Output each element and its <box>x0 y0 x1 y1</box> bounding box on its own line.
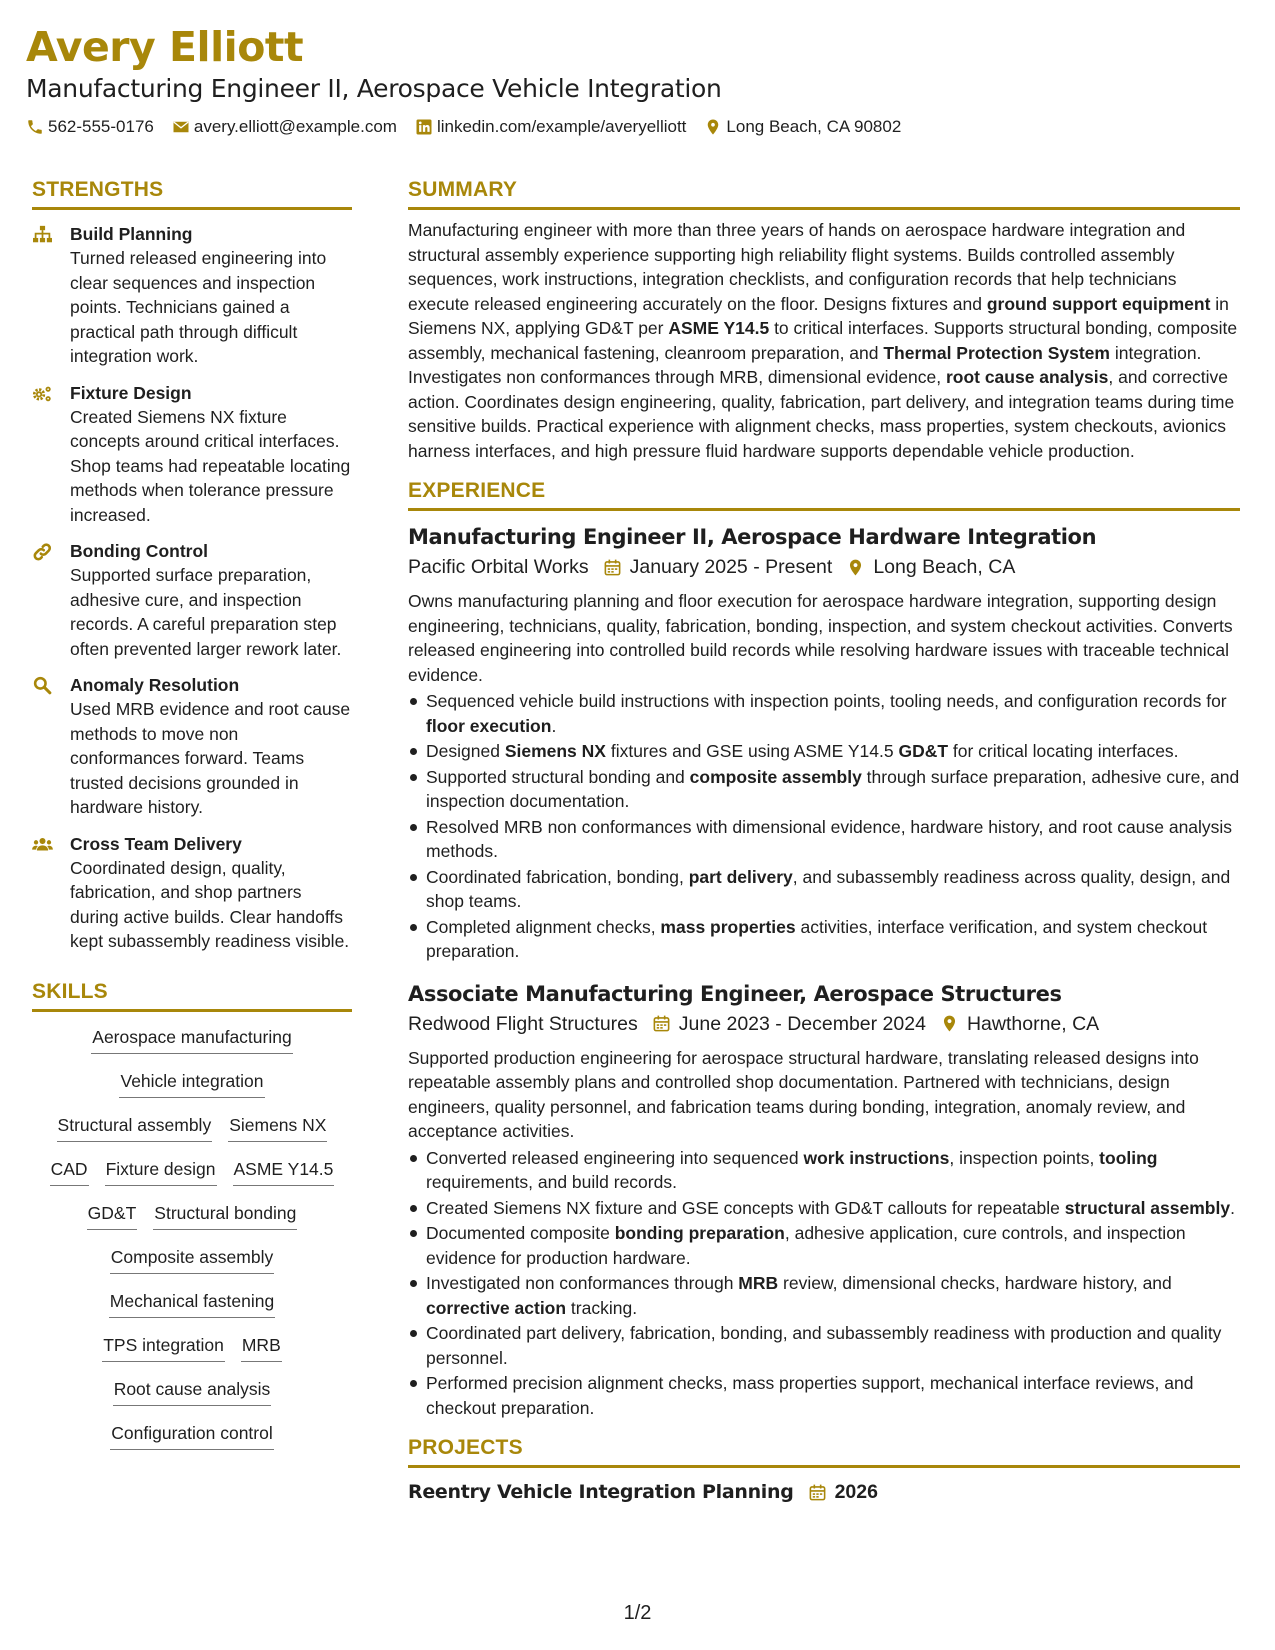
strength-desc: Used MRB evidence and root cause methods to move non conformances forward. Teams trusted decisions grounded in hardware history. <box>70 699 351 817</box>
bullet-item <box>408 915 1240 964</box>
contact-phone[interactable] <box>26 116 154 138</box>
emphasis-text: floor execution <box>426 715 552 736</box>
contact-linkedin[interactable] <box>415 116 686 138</box>
text-run: . <box>551 715 557 736</box>
strength-title: Fixture Design <box>70 382 192 403</box>
skills-list <box>32 1024 352 1450</box>
emphasis-text: mass properties <box>660 916 796 937</box>
bullet-item <box>408 865 1240 914</box>
skill-row <box>36 1332 348 1362</box>
skill-tag: Root cause analysis <box>113 1376 272 1406</box>
skill-tag: Fixture design <box>105 1156 217 1186</box>
summary-heading: SUMMARY <box>408 176 1240 210</box>
emphasis-text: work instructions <box>803 1147 950 1168</box>
skill-row <box>36 1068 348 1098</box>
text-run: through surface preparation, adhesive cure, and inspection documentation. <box>426 766 1240 811</box>
candidate-name: Avery Elliott <box>26 23 304 71</box>
text-run: fixtures and GSE using ASME Y14.5 <box>605 741 899 761</box>
job-dates: January 2025 - Present <box>629 556 833 578</box>
text-run: , inspection points, <box>949 1147 1100 1168</box>
text-run: in Siemens NX, applying GD&T per <box>408 293 1229 338</box>
right-column <box>408 176 1240 1506</box>
text-run: Created Siemens NX fixture and GSE concepts with GD&T callouts for repeatable <box>426 1197 1065 1218</box>
page-number: 1/2 <box>623 1602 652 1624</box>
linkedin-icon <box>415 118 433 136</box>
emphasis-text: GD&T <box>898 741 949 761</box>
skill-tag: CAD <box>50 1156 89 1186</box>
experience-heading: EXPERIENCE <box>408 477 1240 511</box>
skill-row <box>36 1112 348 1142</box>
bullet-item <box>408 1371 1240 1420</box>
project-title: Reentry Vehicle Integration Planning <box>408 1481 794 1503</box>
strength-desc: Turned released engineering into clear sequences and inspection points. Technicians gained a practical path through difficult integration work. <box>70 248 327 366</box>
sitemap-icon <box>32 225 53 244</box>
left-column <box>32 176 352 1464</box>
text-run: . <box>1230 1197 1235 1218</box>
summary-text <box>408 218 1240 463</box>
skill-tag: Composite assembly <box>110 1244 274 1274</box>
job-description: Supported production engineering for aerospace structural hardware, translating released designs into repeatable assembly plans and controlled shop documentation. Partnered with technicians, design engineers, quality personnel, and fabrication teams during bonding, integration, anomaly review, and acceptance activities. <box>408 1047 1199 1141</box>
strength-item <box>32 673 352 820</box>
linkedin-text: linkedin.com/example/averyelliott <box>436 117 687 136</box>
resume-header <box>26 22 1246 138</box>
phone-text: 562-555-0176 <box>48 117 154 136</box>
emphasis-text: tooling <box>1099 1147 1158 1168</box>
skills-heading: SKILLS <box>32 978 352 1012</box>
job-bullets <box>408 1146 1240 1421</box>
text-run: for critical locating interfaces. <box>948 741 1179 761</box>
strength-desc: Created Siemens NX fixture concepts around critical interfaces. Shop teams had repeatable locating methods when tolerance pressure increased. <box>70 406 351 525</box>
contact-bar <box>26 116 1246 138</box>
text-run: Coordinated fabrication, bonding, <box>426 866 689 887</box>
map-pin-icon <box>704 118 722 136</box>
emphasis-text: bonding preparation <box>614 1223 785 1243</box>
strength-item <box>32 381 352 528</box>
contact-location <box>704 116 901 138</box>
calendar-icon <box>808 1483 827 1502</box>
emphasis-text: ASME Y14.5 <box>668 318 770 338</box>
emphasis-text: composite assembly <box>689 766 862 787</box>
text-run: Converted released engineering into sequenced <box>426 1147 804 1168</box>
strength-item <box>32 539 352 661</box>
skill-row <box>36 1024 348 1054</box>
strength-title: Cross Team Delivery <box>70 833 242 854</box>
emphasis-text: Thermal Protection System <box>883 342 1110 363</box>
gears-icon <box>32 384 53 403</box>
emphasis-text: corrective action <box>426 1297 567 1318</box>
text-run: Coordinated part delivery, fabrication, bonding, and subassembly readiness with production and quality personnel. <box>426 1323 1222 1368</box>
text-run: , adhesive application, cure controls, and inspection evidence for production hardware. <box>426 1223 1186 1268</box>
bullet-item <box>408 765 1240 814</box>
strength-item <box>32 222 352 369</box>
candidate-title: Manufacturing Engineer II, Aerospace Vehicle Integration <box>26 74 722 103</box>
skill-tag: Structural bonding <box>153 1200 297 1230</box>
company-name: Redwood Flight Structures <box>408 1012 638 1035</box>
skill-tag: Siemens NX <box>228 1112 327 1142</box>
skill-tag: GD&T <box>87 1200 138 1230</box>
emphasis-text: structural assembly <box>1064 1197 1231 1218</box>
text-run: Designed <box>426 741 505 761</box>
text-run: , and corrective action. Coordinates design engineering, quality, fabrication, part delivery, and integration teams during time sensitive builds. Practical experience with alignment checks, mass properties, system checkouts, avionics harness interfaces, and high pressure fluid hardware supports dependable vehicle production. <box>408 367 1235 461</box>
skill-row <box>36 1156 348 1186</box>
project-item <box>408 1478 1240 1506</box>
job-entry <box>408 523 1240 964</box>
job-location: Long Beach, CA <box>873 556 1016 578</box>
strength-title: Anomaly Resolution <box>70 675 240 695</box>
strength-desc: Supported surface preparation, adhesive cure, and inspection records. A careful preparation step often prevented larger rework later. <box>70 565 342 659</box>
job-meta <box>408 553 1240 581</box>
text-run: Resolved MRB non conformances with dimensional evidence, hardware history, and root cause analysis methods. <box>426 816 1233 861</box>
bullet-item <box>408 1271 1240 1320</box>
skill-tag: MRB <box>241 1332 282 1362</box>
text-run: integration. Investigates non conformances through MRB, dimensional evidence, <box>408 342 1202 387</box>
calendar-icon <box>652 1014 671 1033</box>
job-title: Associate Manufacturing Engineer, Aerospace Structures <box>408 981 1062 1006</box>
emphasis-text: part delivery <box>688 866 793 887</box>
text-run: Documented composite <box>426 1223 615 1243</box>
contact-email[interactable] <box>172 116 397 138</box>
envelope-icon <box>172 118 190 136</box>
text-run: to critical interfaces. Supports structural bonding, composite assembly, mechanical fastening, cleanroom preparation, and <box>408 318 1238 363</box>
text-run: Completed alignment checks, <box>426 916 661 937</box>
project-year: 2026 <box>834 1481 878 1503</box>
skill-tag: Vehicle integration <box>119 1068 264 1098</box>
emphasis-text: MRB <box>738 1273 779 1293</box>
job-description: Owns manufacturing planning and floor execution for aerospace hardware integration, supporting design engineering, technicians, quality, fabrication, bonding, inspection, and system checkout activities. Converts released engineering into controlled build records while resolving hardware issues with traceable technical evidence. <box>408 591 1233 685</box>
text-run: requirements, and build records. <box>426 1172 677 1192</box>
text-run: activities, interface verification, and system checkout preparation. <box>426 916 1208 961</box>
skill-tag: Configuration control <box>110 1420 273 1450</box>
bullet-item <box>408 739 1240 764</box>
strength-item <box>32 832 352 954</box>
skill-tag: ASME Y14.5 <box>233 1156 335 1186</box>
job-bullets <box>408 689 1240 964</box>
text-run: Investigated non conformances through <box>426 1273 739 1293</box>
text-run: Sequenced vehicle build instructions with inspection points, tooling needs, and configuration records for <box>426 691 1227 711</box>
strength-desc: Coordinated design, quality, fabrication, and shop partners during active builds. Clear handoffs kept subassembly readiness visible. <box>70 857 350 951</box>
bullet-item <box>408 1221 1240 1270</box>
skill-tag: Mechanical fastening <box>109 1288 275 1318</box>
skill-row <box>36 1200 348 1230</box>
job-dates: June 2023 - December 2024 <box>678 1012 926 1035</box>
skill-tag: Aerospace manufacturing <box>91 1024 292 1054</box>
calendar-icon <box>603 558 622 577</box>
skill-tag: Structural assembly <box>57 1112 213 1142</box>
job-title: Manufacturing Engineer II, Aerospace Hardware Integration <box>408 525 1097 549</box>
text-run: tracking. <box>566 1297 638 1318</box>
emphasis-text: root cause analysis <box>945 367 1109 387</box>
bullet-item <box>408 1146 1240 1195</box>
bullet-item <box>408 689 1240 738</box>
users-icon <box>32 835 53 854</box>
job-entry <box>408 980 1240 1421</box>
job-location: Hawthorne, CA <box>966 1012 1100 1035</box>
company-name: Pacific Orbital Works <box>408 556 589 578</box>
text-run: , and subassembly readiness across quality, design, and shop teams. <box>426 866 1231 911</box>
skill-row <box>36 1288 348 1318</box>
emphasis-text: ground support equipment <box>986 293 1211 314</box>
skill-row <box>36 1244 348 1274</box>
text-run: Manufacturing engineer with more than three years of hands on aerospace hardware integration and structural assembly experience supporting high reliability flight systems. Builds controlled assembly sequences, work instructions, integration checklists, and configuration records that help technicians execute released engineering accurately on the floor. Designs fixtures and <box>408 220 1186 314</box>
experience-list <box>408 523 1240 1420</box>
link-icon <box>32 542 53 561</box>
bullet-item <box>408 1321 1240 1370</box>
map-pin-icon <box>940 1014 959 1033</box>
location-text: Long Beach, CA 90802 <box>726 117 902 136</box>
search-icon <box>32 676 53 695</box>
bullet-item <box>408 815 1240 864</box>
strength-title: Bonding Control <box>70 541 209 561</box>
text-run: Performed precision alignment checks, mass properties support, mechanical interface reviews, and checkout preparation. <box>426 1373 1194 1418</box>
map-pin-icon <box>846 558 865 577</box>
projects-heading: PROJECTS <box>408 1434 1240 1468</box>
email-text: avery.elliott@example.com <box>193 117 397 136</box>
strength-title: Build Planning <box>70 224 193 244</box>
skill-row <box>36 1420 348 1450</box>
skill-tag: TPS integration <box>102 1332 225 1362</box>
text-run: review, dimensional checks, hardware history, and <box>778 1273 1172 1293</box>
strengths-heading: STRENGTHS <box>32 176 352 210</box>
emphasis-text: Siemens NX <box>504 741 606 761</box>
skill-row <box>36 1376 348 1406</box>
job-meta <box>408 1010 1240 1038</box>
phone-icon <box>26 118 44 136</box>
text-run: Supported structural bonding and <box>426 766 690 787</box>
bullet-item <box>408 1196 1240 1221</box>
